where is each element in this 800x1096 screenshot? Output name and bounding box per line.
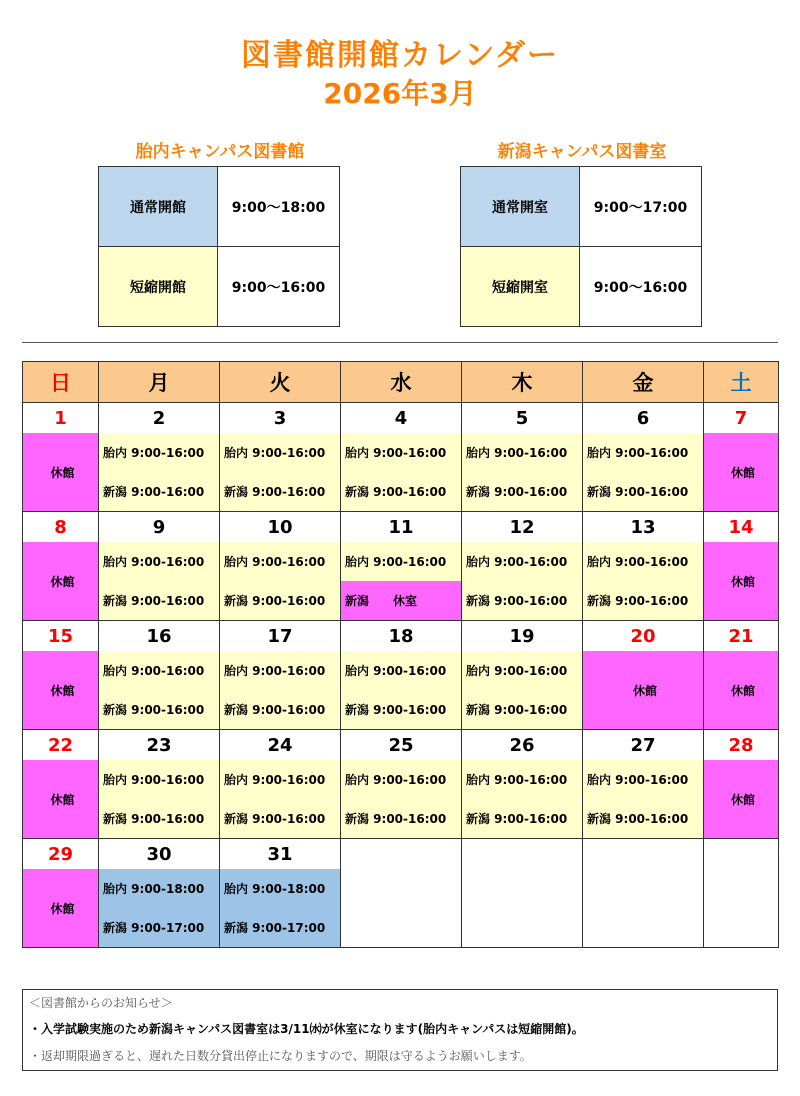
closed-cell: 休館	[23, 433, 99, 512]
hours-niigata: 新潟 9:00-16:00	[462, 799, 583, 839]
calendar-body	[23, 403, 779, 948]
hours-niigata: 新潟 9:00-16:00	[341, 472, 462, 512]
day-number: 2	[99, 403, 220, 434]
hours-niigata-closed: 新潟 休室	[341, 581, 462, 621]
hours-niigata: 新潟 9:00-16:00	[99, 799, 220, 839]
day-number: 27	[583, 730, 704, 761]
hours-tainai: 胎内 9:00-16:00	[341, 651, 462, 690]
hours-tainai: 胎内 9:00-16:00	[462, 433, 583, 472]
hours-tainai: 胎内 9:00-18:00	[220, 869, 341, 908]
day-number: 28	[704, 730, 779, 761]
hours-niigata: 新潟 9:00-16:00	[220, 799, 341, 839]
day-number: 16	[99, 621, 220, 652]
library-title-niigata: 新潟キャンパス図書室	[497, 142, 667, 162]
calendar-table	[22, 361, 779, 948]
notice-line: ・入学試験実施のため新潟キャンパス図書室は3/11㈬が休室になります(胎内キャンパスは短縮開館)。	[29, 1022, 584, 1036]
day-number: 25	[341, 730, 462, 761]
hours-niigata: 新潟 9:00-16:00	[220, 472, 341, 512]
closed-cell: 休館	[23, 542, 99, 621]
normal-label: 通常開室	[461, 167, 580, 247]
weekday-header: 水	[341, 362, 462, 403]
hours-niigata: 新潟 9:00-16:00	[220, 690, 341, 730]
weekday-header: 日	[23, 362, 99, 403]
hours-tainai: 胎内 9:00-16:00	[341, 433, 462, 472]
hours-tainai: 胎内 9:00-16:00	[583, 542, 704, 581]
hours-niigata: 新潟 9:00-17:00	[220, 908, 341, 948]
closed-cell: 休館	[583, 651, 704, 730]
hours-tainai: 胎内 9:00-16:00	[99, 542, 220, 581]
hours-tainai: 胎内 9:00-16:00	[220, 651, 341, 690]
day-number: 19	[462, 621, 583, 652]
page-title: 図書館開館カレンダー	[240, 38, 560, 73]
hours-tainai: 胎内 9:00-16:00	[462, 651, 583, 690]
weekday-header-row	[23, 362, 779, 403]
day-number: 14	[704, 512, 779, 543]
short-label: 短縮開館	[99, 247, 218, 327]
hours-tainai: 胎内 9:00-16:00	[462, 542, 583, 581]
day-number: 22	[23, 730, 99, 761]
closed-cell: 休館	[704, 542, 779, 621]
normal-hours: 9:00～18:00	[218, 167, 340, 247]
empty-cell	[462, 869, 583, 948]
closed-cell: 休館	[704, 651, 779, 730]
short-label: 短縮開室	[461, 247, 580, 327]
day-number: 31	[220, 839, 341, 870]
hours-niigata: 新潟 9:00-16:00	[220, 581, 341, 621]
notice-heading: ＜図書館からのお知らせ＞	[29, 996, 173, 1010]
hours-niigata: 新潟 9:00-16:00	[583, 472, 704, 512]
day-number: 18	[341, 621, 462, 652]
day-number: 5	[462, 403, 583, 434]
library-title-tainai: 胎内キャンパス図書館	[135, 142, 305, 162]
hours-niigata: 新潟 9:00-16:00	[583, 581, 704, 621]
weekday-header: 金	[583, 362, 704, 403]
empty-cell	[583, 869, 704, 948]
hours-niigata: 新潟 9:00-16:00	[99, 690, 220, 730]
day-number: 17	[220, 621, 341, 652]
day-number: 6	[583, 403, 704, 434]
day-number: 11	[341, 512, 462, 543]
day-number: 9	[99, 512, 220, 543]
hours-tainai: 胎内 9:00-16:00	[462, 760, 583, 799]
hours-niigata: 新潟 9:00-16:00	[99, 472, 220, 512]
hours-tainai: 胎内 9:00-16:00	[220, 760, 341, 799]
weekday-header: 火	[220, 362, 341, 403]
day-number: 21	[704, 621, 779, 652]
closed-cell: 休館	[704, 760, 779, 839]
hours-niigata: 新潟 9:00-16:00	[341, 690, 462, 730]
notice-box	[22, 989, 778, 1071]
hours-tainai: 胎内 9:00-16:00	[99, 651, 220, 690]
day-number: 8	[23, 512, 99, 543]
weekday-header: 土	[704, 362, 779, 403]
weekday-header: 月	[99, 362, 220, 403]
divider	[22, 342, 778, 343]
closed-cell: 休館	[23, 760, 99, 839]
hours-niigata: 新潟 9:00-16:00	[462, 472, 583, 512]
hours-tainai: 胎内 9:00-16:00	[220, 542, 341, 581]
closed-cell: 休館	[704, 433, 779, 512]
empty-cell	[341, 869, 462, 948]
hours-tainai: 胎内 9:00-16:00	[99, 760, 220, 799]
hours-tainai: 胎内 9:00-18:00	[99, 869, 220, 908]
day-number: 12	[462, 512, 583, 543]
day-number: 26	[462, 730, 583, 761]
day-number: 7	[704, 403, 779, 434]
notice-line: ・返却期限過ぎると、遅れた日数分貸出停止になりますので、期限は守るようお願いします。	[29, 1049, 532, 1063]
day-number: 23	[99, 730, 220, 761]
day-number: 13	[583, 512, 704, 543]
hours-niigata: 新潟 9:00-16:00	[462, 690, 583, 730]
hours-table-tainai	[98, 166, 340, 327]
day-number: 30	[99, 839, 220, 870]
day-number: 1	[23, 403, 99, 434]
closed-cell: 休館	[23, 869, 99, 948]
hours-table-niigata	[460, 166, 702, 327]
hours-tainai: 胎内 9:00-16:00	[583, 760, 704, 799]
hours-tainai: 胎内 9:00-16:00	[341, 542, 462, 581]
hours-niigata: 新潟 9:00-16:00	[99, 581, 220, 621]
hours-niigata: 新潟 9:00-17:00	[99, 908, 220, 948]
short-hours: 9:00～16:00	[218, 247, 340, 327]
weekday-header: 木	[462, 362, 583, 403]
short-hours: 9:00～16:00	[580, 247, 702, 327]
day-number	[583, 839, 704, 870]
day-number: 29	[23, 839, 99, 870]
day-number: 15	[23, 621, 99, 652]
day-number: 10	[220, 512, 341, 543]
day-number	[704, 839, 779, 870]
day-number: 20	[583, 621, 704, 652]
day-number	[341, 839, 462, 870]
empty-cell	[704, 869, 779, 948]
normal-label: 通常開館	[99, 167, 218, 247]
page-subtitle: 2026年3月	[323, 77, 477, 110]
day-number: 4	[341, 403, 462, 434]
hours-niigata: 新潟 9:00-16:00	[462, 581, 583, 621]
hours-tainai: 胎内 9:00-16:00	[583, 433, 704, 472]
hours-tainai: 胎内 9:00-16:00	[99, 433, 220, 472]
hours-tainai: 胎内 9:00-16:00	[220, 433, 341, 472]
hours-niigata: 新潟 9:00-16:00	[583, 799, 704, 839]
hours-niigata: 新潟 9:00-16:00	[341, 799, 462, 839]
day-number	[462, 839, 583, 870]
closed-cell: 休館	[23, 651, 99, 730]
hours-tainai: 胎内 9:00-16:00	[341, 760, 462, 799]
normal-hours: 9:00～17:00	[580, 167, 702, 247]
day-number: 24	[220, 730, 341, 761]
day-number: 3	[220, 403, 341, 434]
